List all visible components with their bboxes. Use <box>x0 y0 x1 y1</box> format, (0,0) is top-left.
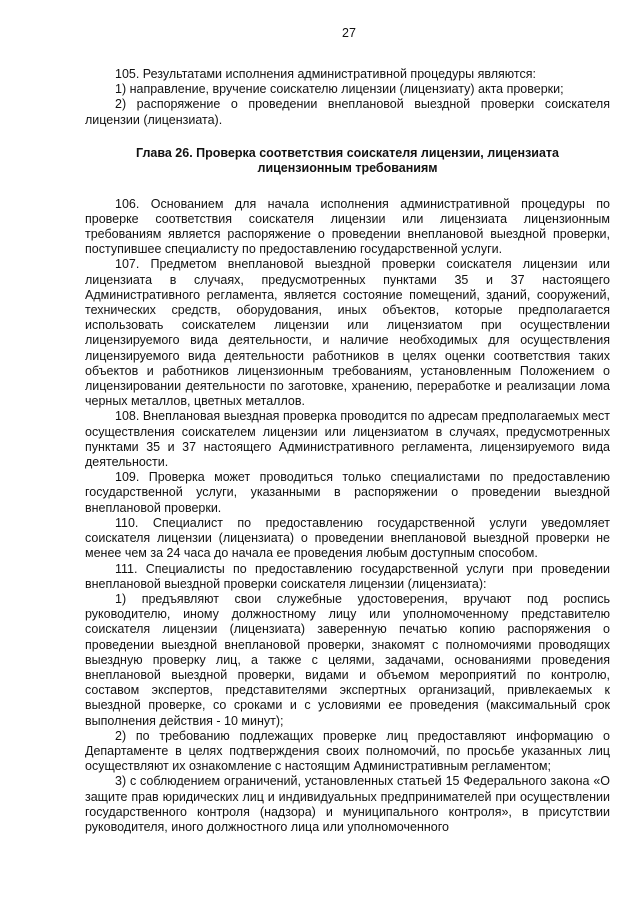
paragraph-106: 106. Основанием для начала исполнения административной процедуры по проверке соответствия соискателя лицензии или лицензиата лицензионным требованиям является распоряжение о проведении внеплановой выездной проверки, поступившее специалисту по предоставлению государственной услуги. <box>85 196 610 257</box>
paragraph-108: 108. Внеплановая выездная проверка проводится по адресам предполагаемых мест осуществления соискателем лицензии или лицензиатом в случаях, предусмотренных пунктами 35 и 37 настоящего Административного регламента, лицензируемого вида деятельности. <box>85 409 610 470</box>
paragraph-110: 110. Специалист по предоставлению государственной услуги уведомляет соискателя лицензии (лицензиата) о проведении внеплановой выездной проверки не менее чем за 24 часа до начала ее проведения любым доступным способом. <box>85 515 610 561</box>
paragraph-107: 107. Предметом внеплановой выездной проверки соискателя лицензии или лицензиата в случаях, предусмотренных пунктами 35 и 37 настоящего Административного регламента, является состояние помещений, зданий, сооружений, технических средств, оборудования, иных объектов, которые предполагается использовать соискателем лицензии или лицензиатом при осуществлении лицензируемого вида деятельности, и наличие необходимых для осуществления лицензируемого вида деятельности работников в целях оценки соответствия таких объектов и работников лицензионным требованиям, установленным Положением о лицензировании деятельности по заготовке, хранению, переработке и реализации лома черных металлов, цветных металлов. <box>85 257 610 409</box>
paragraph-105-item-1: 1) направление, вручение соискателю лицензии (лицензиату) акта проверки; <box>115 82 564 97</box>
paragraph-109: 109. Проверка может проводиться только специалистами по предоставлению государственной услуги, указанными в распоряжении о проведении выездной внеплановой проверки. <box>85 470 610 515</box>
page-number: 27 <box>342 26 356 40</box>
paragraph-111-item-2: 2) по требованию подлежащих проверке лиц предоставляют информацию о Департаменте в целях подтверждения своих полномочий, по просьбе указанных лиц осуществляют их ознакомление с настоящим Административным регламентом; <box>85 728 610 774</box>
paragraph-111: 111. Специалисты по предоставлению государственной услуги при проведении внеплановой выездной проверки соискателя лицензии (лицензиата): <box>85 561 610 591</box>
paragraph-105: 105. Результатами исполнения административной процедуры являются: <box>115 67 536 81</box>
paragraph-111-item-3: 3) с соблюдением ограничений, установленных статьей 15 Федерального закона «О защите прав юридических лиц и индивидуальных предпринимателей при осуществлении государственного контроля (надзора) и муниципального контроля», в присутствии руководителя, иного должностного лица или уполномоченного <box>85 774 610 834</box>
chapter-heading: Глава 26. Проверка соответствия соискателя лицензии, лицензиата лицензионным требованиям <box>136 145 559 176</box>
paragraph-105-item-2: 2) распоряжение о проведении внеплановой выездной проверки соискателя лицензии (лицензиата). <box>85 97 610 127</box>
paragraph-111-item-1: 1) предъявляют свои служебные удостоверения, вручают под роспись руководителю, иному должностному лицу или уполномоченному представителю соискателя лицензии (лицензиата) заверенную печатью копию распоряжения о проведении выездной внеплановой проверки, знакомят с полномочиями проводящих выездную проверку лиц, а также с целями, задачами, основаниями проведения внеплановой выездной проверки, видами и объемом мероприятий по контролю, составом экспертов, представителями экспертных организаций, привлекаемых к выездной проверке, со сроками и с условиями ее проведения (максимальный срок выполнения действия - 10 минут); <box>85 591 610 728</box>
